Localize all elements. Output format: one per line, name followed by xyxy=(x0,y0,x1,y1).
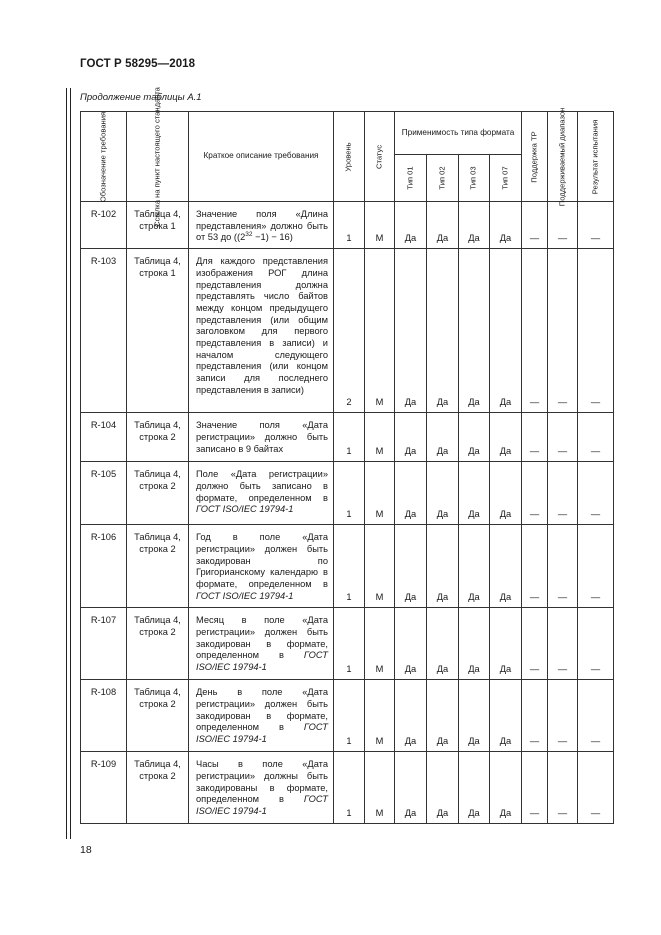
type02-cell: Да xyxy=(427,752,459,824)
requirement-reference: Таблица 4, строка 2 xyxy=(127,462,189,525)
requirement-id: R-108 xyxy=(81,680,127,752)
type07-cell: Да xyxy=(490,680,522,752)
document-header: ГОСТ Р 58295—2018 xyxy=(80,58,196,70)
type03-cell: Да xyxy=(459,608,490,680)
header-reference: Ссылка на пункт настоящего стандарта xyxy=(127,112,189,202)
test-result-cell: — xyxy=(578,680,614,752)
level-cell: 1 xyxy=(334,608,365,680)
header-type03: Тип 03 xyxy=(459,155,490,202)
header-level: Уровень xyxy=(334,112,365,202)
supported-range-cell: — xyxy=(548,413,578,462)
requirement-reference: Таблица 4, строка 1 xyxy=(127,202,189,249)
requirement-reference: Таблица 4, строка 2 xyxy=(127,608,189,680)
test-result-cell: — xyxy=(578,525,614,608)
supported-range-cell: — xyxy=(548,525,578,608)
requirement-description: Значение поля «Длина представления» должно быть от 53 до $((2^{32} -1) - 16)$ xyxy=(189,202,334,249)
type07-cell: Да xyxy=(490,413,522,462)
requirement-id: R-103 xyxy=(81,249,127,413)
type01-cell: Да xyxy=(395,202,427,249)
type01-cell: Да xyxy=(395,525,427,608)
type03-cell: Да xyxy=(459,202,490,249)
type02-cell: Да xyxy=(427,680,459,752)
type01-cell: Да xyxy=(395,680,427,752)
requirement-id: R-104 xyxy=(81,413,127,462)
tp-support-cell: — xyxy=(522,202,548,249)
type03-cell: Да xyxy=(459,680,490,752)
status-cell: M xyxy=(365,462,395,525)
test-result-cell: — xyxy=(578,202,614,249)
type07-cell: Да xyxy=(490,525,522,608)
status-cell: M xyxy=(365,413,395,462)
header-designation: Обозначение требования xyxy=(81,112,127,202)
requirement-id: R-109 xyxy=(81,752,127,824)
type03-cell: Да xyxy=(459,249,490,413)
supported-range-cell: — xyxy=(548,608,578,680)
requirement-id: R-102 xyxy=(81,202,127,249)
level-cell: 2 xyxy=(334,249,365,413)
supported-range-cell: — xyxy=(548,752,578,824)
status-cell: M xyxy=(365,680,395,752)
supported-range-cell: — xyxy=(548,202,578,249)
level-cell: 1 xyxy=(334,752,365,824)
type07-cell: Да xyxy=(490,249,522,413)
requirement-description: Часы в поле «Дата регистрации» должны быть закодированы в формате, определенном в ГОСТ ISO/IEC 19794-1 xyxy=(189,752,334,824)
header-test-results: Результат испытания xyxy=(578,112,614,202)
header-applicability: Применимость типа формата xyxy=(395,112,522,155)
type01-cell: Да xyxy=(395,413,427,462)
table-row xyxy=(81,752,614,824)
supported-range-cell: — xyxy=(548,462,578,525)
header-type02: Тип 02 xyxy=(427,155,459,202)
tp-support-cell: — xyxy=(522,249,548,413)
type02-cell: Да xyxy=(427,413,459,462)
level-cell: 1 xyxy=(334,202,365,249)
page-number: 18 xyxy=(80,844,92,856)
requirement-description: Год в поле «Дата регистрации» должен быть закодирован по Григорианскому календарю в формате, определенном в ГОСТ ISO/IEC 19794-1 xyxy=(189,525,334,608)
test-result-cell: — xyxy=(578,608,614,680)
type03-cell: Да xyxy=(459,525,490,608)
tp-support-cell: — xyxy=(522,525,548,608)
level-cell: 1 xyxy=(334,462,365,525)
type01-cell: Да xyxy=(395,462,427,525)
requirement-description: Для каждого представления изображения РОГ длина представления должна представлять число байтов между концом предыдущего представления (или общим заголовком для первого представления в записи) и началом следующего представления (или концом записи для последнего представления в записи) xyxy=(189,249,334,413)
status-cell: M xyxy=(365,608,395,680)
table-row xyxy=(81,680,614,752)
test-result-cell: — xyxy=(578,249,614,413)
requirement-reference: Таблица 4, строка 2 xyxy=(127,752,189,824)
table-row xyxy=(81,525,614,608)
requirement-description: Поле «Дата регистрации» должно быть записано в формате, определенном в ГОСТ ISO/IEC 19794-1 xyxy=(189,462,334,525)
status-cell: M xyxy=(365,525,395,608)
type07-cell: Да xyxy=(490,752,522,824)
supported-range-cell: — xyxy=(548,249,578,413)
type02-cell: Да xyxy=(427,608,459,680)
requirement-description: Месяц в поле «Дата регистрации» должен быть закодирован в формате, определенном в ГОСТ ISO/IEC 19794-1 xyxy=(189,608,334,680)
requirement-description: День в поле «Дата регистрации» должен быть закодирован в формате, определенном в ГОСТ ISO/IEC 19794-1 xyxy=(189,680,334,752)
type07-cell: Да xyxy=(490,608,522,680)
test-result-cell: — xyxy=(578,462,614,525)
tp-support-cell: — xyxy=(522,608,548,680)
type02-cell: Да xyxy=(427,462,459,525)
tp-support-cell: — xyxy=(522,462,548,525)
level-cell: 1 xyxy=(334,525,365,608)
requirement-id: R-107 xyxy=(81,608,127,680)
type07-cell: Да xyxy=(490,202,522,249)
type01-cell: Да xyxy=(395,752,427,824)
supported-range-cell: — xyxy=(548,680,578,752)
requirement-reference: Таблица 4, строка 2 xyxy=(127,413,189,462)
type07-cell: Да xyxy=(490,462,522,525)
requirement-description: Значение поля «Дата регистрации» должно быть записано в 9 байтах xyxy=(189,413,334,462)
table-row xyxy=(81,608,614,680)
status-cell: M xyxy=(365,752,395,824)
type01-cell: Да xyxy=(395,608,427,680)
header-description: Краткое описание требования xyxy=(189,112,334,202)
type03-cell: Да xyxy=(459,752,490,824)
status-cell: M xyxy=(365,249,395,413)
header-status: Статус xyxy=(365,112,395,202)
tp-support-cell: — xyxy=(522,413,548,462)
requirement-reference: Таблица 4, строка 2 xyxy=(127,525,189,608)
tp-support-cell: — xyxy=(522,680,548,752)
type02-cell: Да xyxy=(427,202,459,249)
type03-cell: Да xyxy=(459,413,490,462)
margin-change-bar xyxy=(70,88,71,839)
requirement-id: R-105 xyxy=(81,462,127,525)
status-cell: M xyxy=(365,202,395,249)
type02-cell: Да xyxy=(427,249,459,413)
header-type07: Тип 07 xyxy=(490,155,522,202)
type02-cell: Да xyxy=(427,525,459,608)
requirement-reference: Таблица 4, строка 2 xyxy=(127,680,189,752)
test-result-cell: — xyxy=(578,413,614,462)
tp-support-cell: — xyxy=(522,752,548,824)
test-result-cell: — xyxy=(578,752,614,824)
table-continuation-caption: Продолжение таблицы А.1 xyxy=(80,92,202,103)
header-type01: Тип 01 xyxy=(395,155,427,202)
table-row xyxy=(81,413,614,462)
level-cell: 1 xyxy=(334,680,365,752)
header-supported-range: Поддерживаемый диапазон xyxy=(548,112,578,202)
requirement-reference: Таблица 4, строка 1 xyxy=(127,249,189,413)
type01-cell: Да xyxy=(395,249,427,413)
requirement-id: R-106 xyxy=(81,525,127,608)
table-row xyxy=(81,462,614,525)
margin-change-bar xyxy=(66,88,67,839)
level-cell: 1 xyxy=(334,413,365,462)
table-row xyxy=(81,249,614,413)
header-tp-support: Поддержка ТР xyxy=(522,112,548,202)
type03-cell: Да xyxy=(459,462,490,525)
